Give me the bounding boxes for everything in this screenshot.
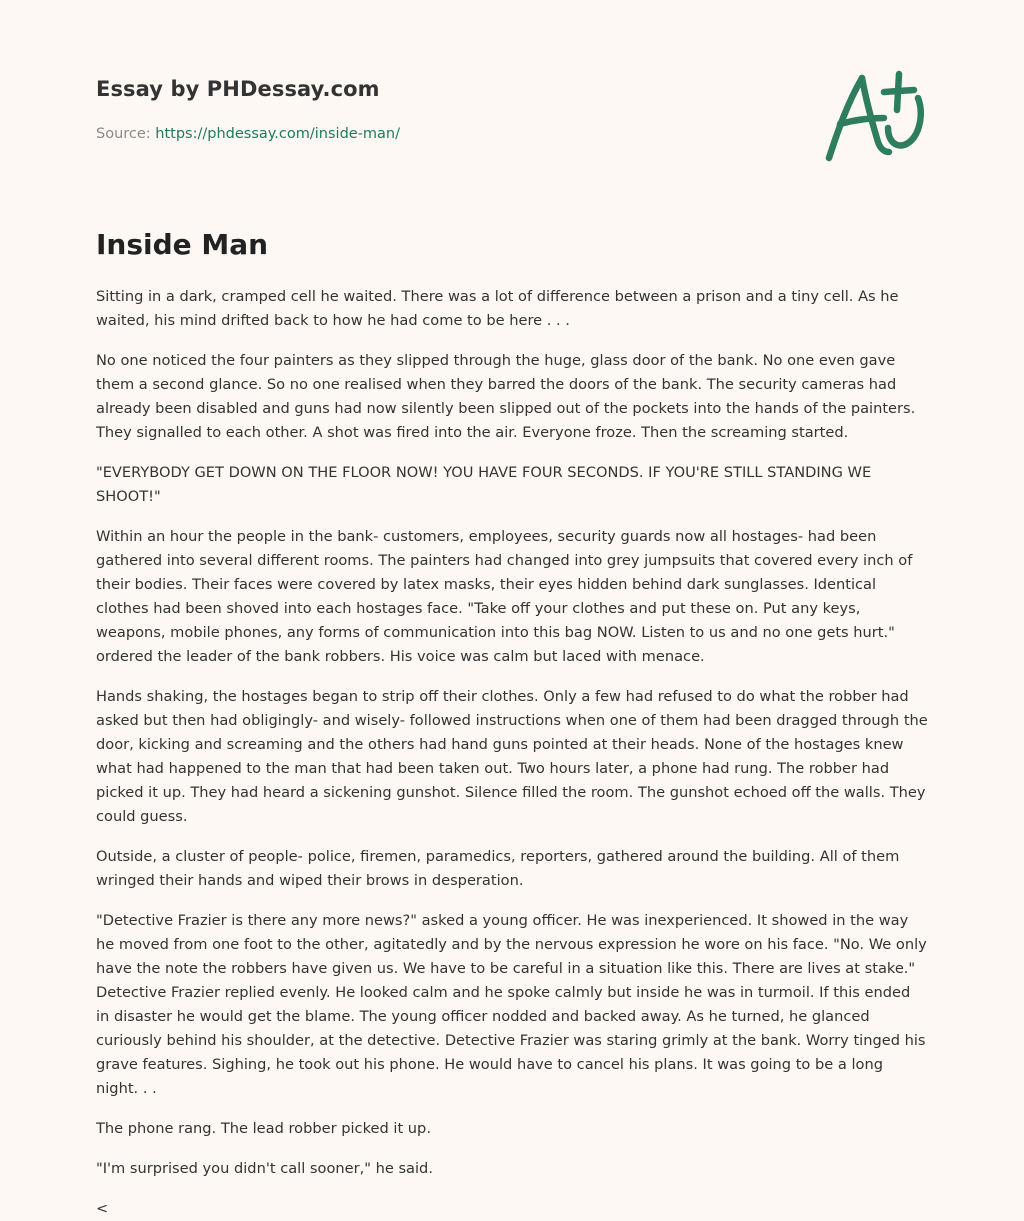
- essay-paragraph: Outside, a cluster of people- police, firemen, paramedics, reporters, gathered around the building. All of them wringed their hands and wiped their brows in desperation.: [96, 848, 900, 889]
- source-line: [96, 124, 400, 144]
- site-brand: Essay by PHDessay.com: [96, 77, 380, 101]
- page-header: [96, 74, 928, 142]
- a-plus-logo-icon: [822, 68, 928, 166]
- source-link[interactable]: https://phdessay.com/inside-man/: [155, 126, 401, 142]
- essay-paragraph: Within an hour the people in the bank- customers, employees, security guards now all hostages- had been gathered into several different rooms. The painters had changed into grey jumpsuits that covered every inch of their bodies. Their faces were covered by latex masks, their eyes hidden behind dark sunglasses. Identical clothes had been shoved into each hostages face. "Take off your clothes and put these on. Put any keys, weapons, mobile phones, any forms of communication into this bag NOW. Listen to us and no one gets hurt." ordered the leader of the bank robbers. His voice was calm but laced with menace.: [96, 528, 913, 665]
- essay-paragraph: "Detective Frazier is there any more news?" asked a young officer. He was inexperienced. It showed in the way he moved from one foot to the other, agitatedly and by the nervous expression he wore on his face. "No. We only have the note the robbers have given us. We have to be careful in a situation like this. There are lives at stake." Detective Frazier replied evenly. He looked calm and he spoke calmly but inside he was in turmoil. If this ended in disaster he would get the blame. The young officer nodded and backed away. As he turned, he glanced curiously behind his shoulder, at the detective. Detective Frazier was staring grimly at the bank. Worry tinged his grave features. Sighing, he took out his phone. He would have to cancel his plans. It was going to be a long night. . .: [96, 912, 927, 1097]
- essay-paragraph: The phone rang. The lead robber picked it up.: [96, 1120, 431, 1137]
- essay-title: Inside Man: [96, 228, 269, 261]
- essay-body: [96, 285, 928, 1221]
- essay-paragraph: "I'm surprised you didn't call sooner," he said.: [96, 1160, 433, 1177]
- previous-link[interactable]: <: [96, 1200, 109, 1217]
- essay-paragraph: No one noticed the four painters as they slipped through the huge, glass door of the bank. No one even gave them a second glance. So no one realised when they barred the doors of the bank. The security cameras had already been disabled and guns had now silently been slipped out of the pockets into the hands of the painters. They signalled to each other. A shot was fired into the air. Everyone froze. Then the screaming started.: [96, 352, 916, 441]
- source-label: Source:: [96, 126, 156, 142]
- essay-paragraph: Hands shaking, the hostages began to strip off their clothes. Only a few had refused to do what the robber had asked but then had obligingly- and wisely- followed instructions when one of them had been dragged through the door, kicking and screaming and the others had hand guns pointed at their heads. None of the hostages knew what had happened to the man that had been taken out. Two hours later, a phone had rung. The robber had picked it up. They had heard a sickening gunshot. Silence filled the room. The gunshot echoed off the walls. They could guess.: [96, 688, 928, 825]
- essay-paragraph: "EVERYBODY GET DOWN ON THE FLOOR NOW! YOU HAVE FOUR SECONDS. IF YOU'RE STILL STANDING WE SHOOT!": [96, 464, 872, 505]
- essay-paragraph: Sitting in a dark, cramped cell he waited. There was a lot of difference between a prison and a tiny cell. As he waited, his mind drifted back to how he had come to be here . . .: [96, 288, 899, 329]
